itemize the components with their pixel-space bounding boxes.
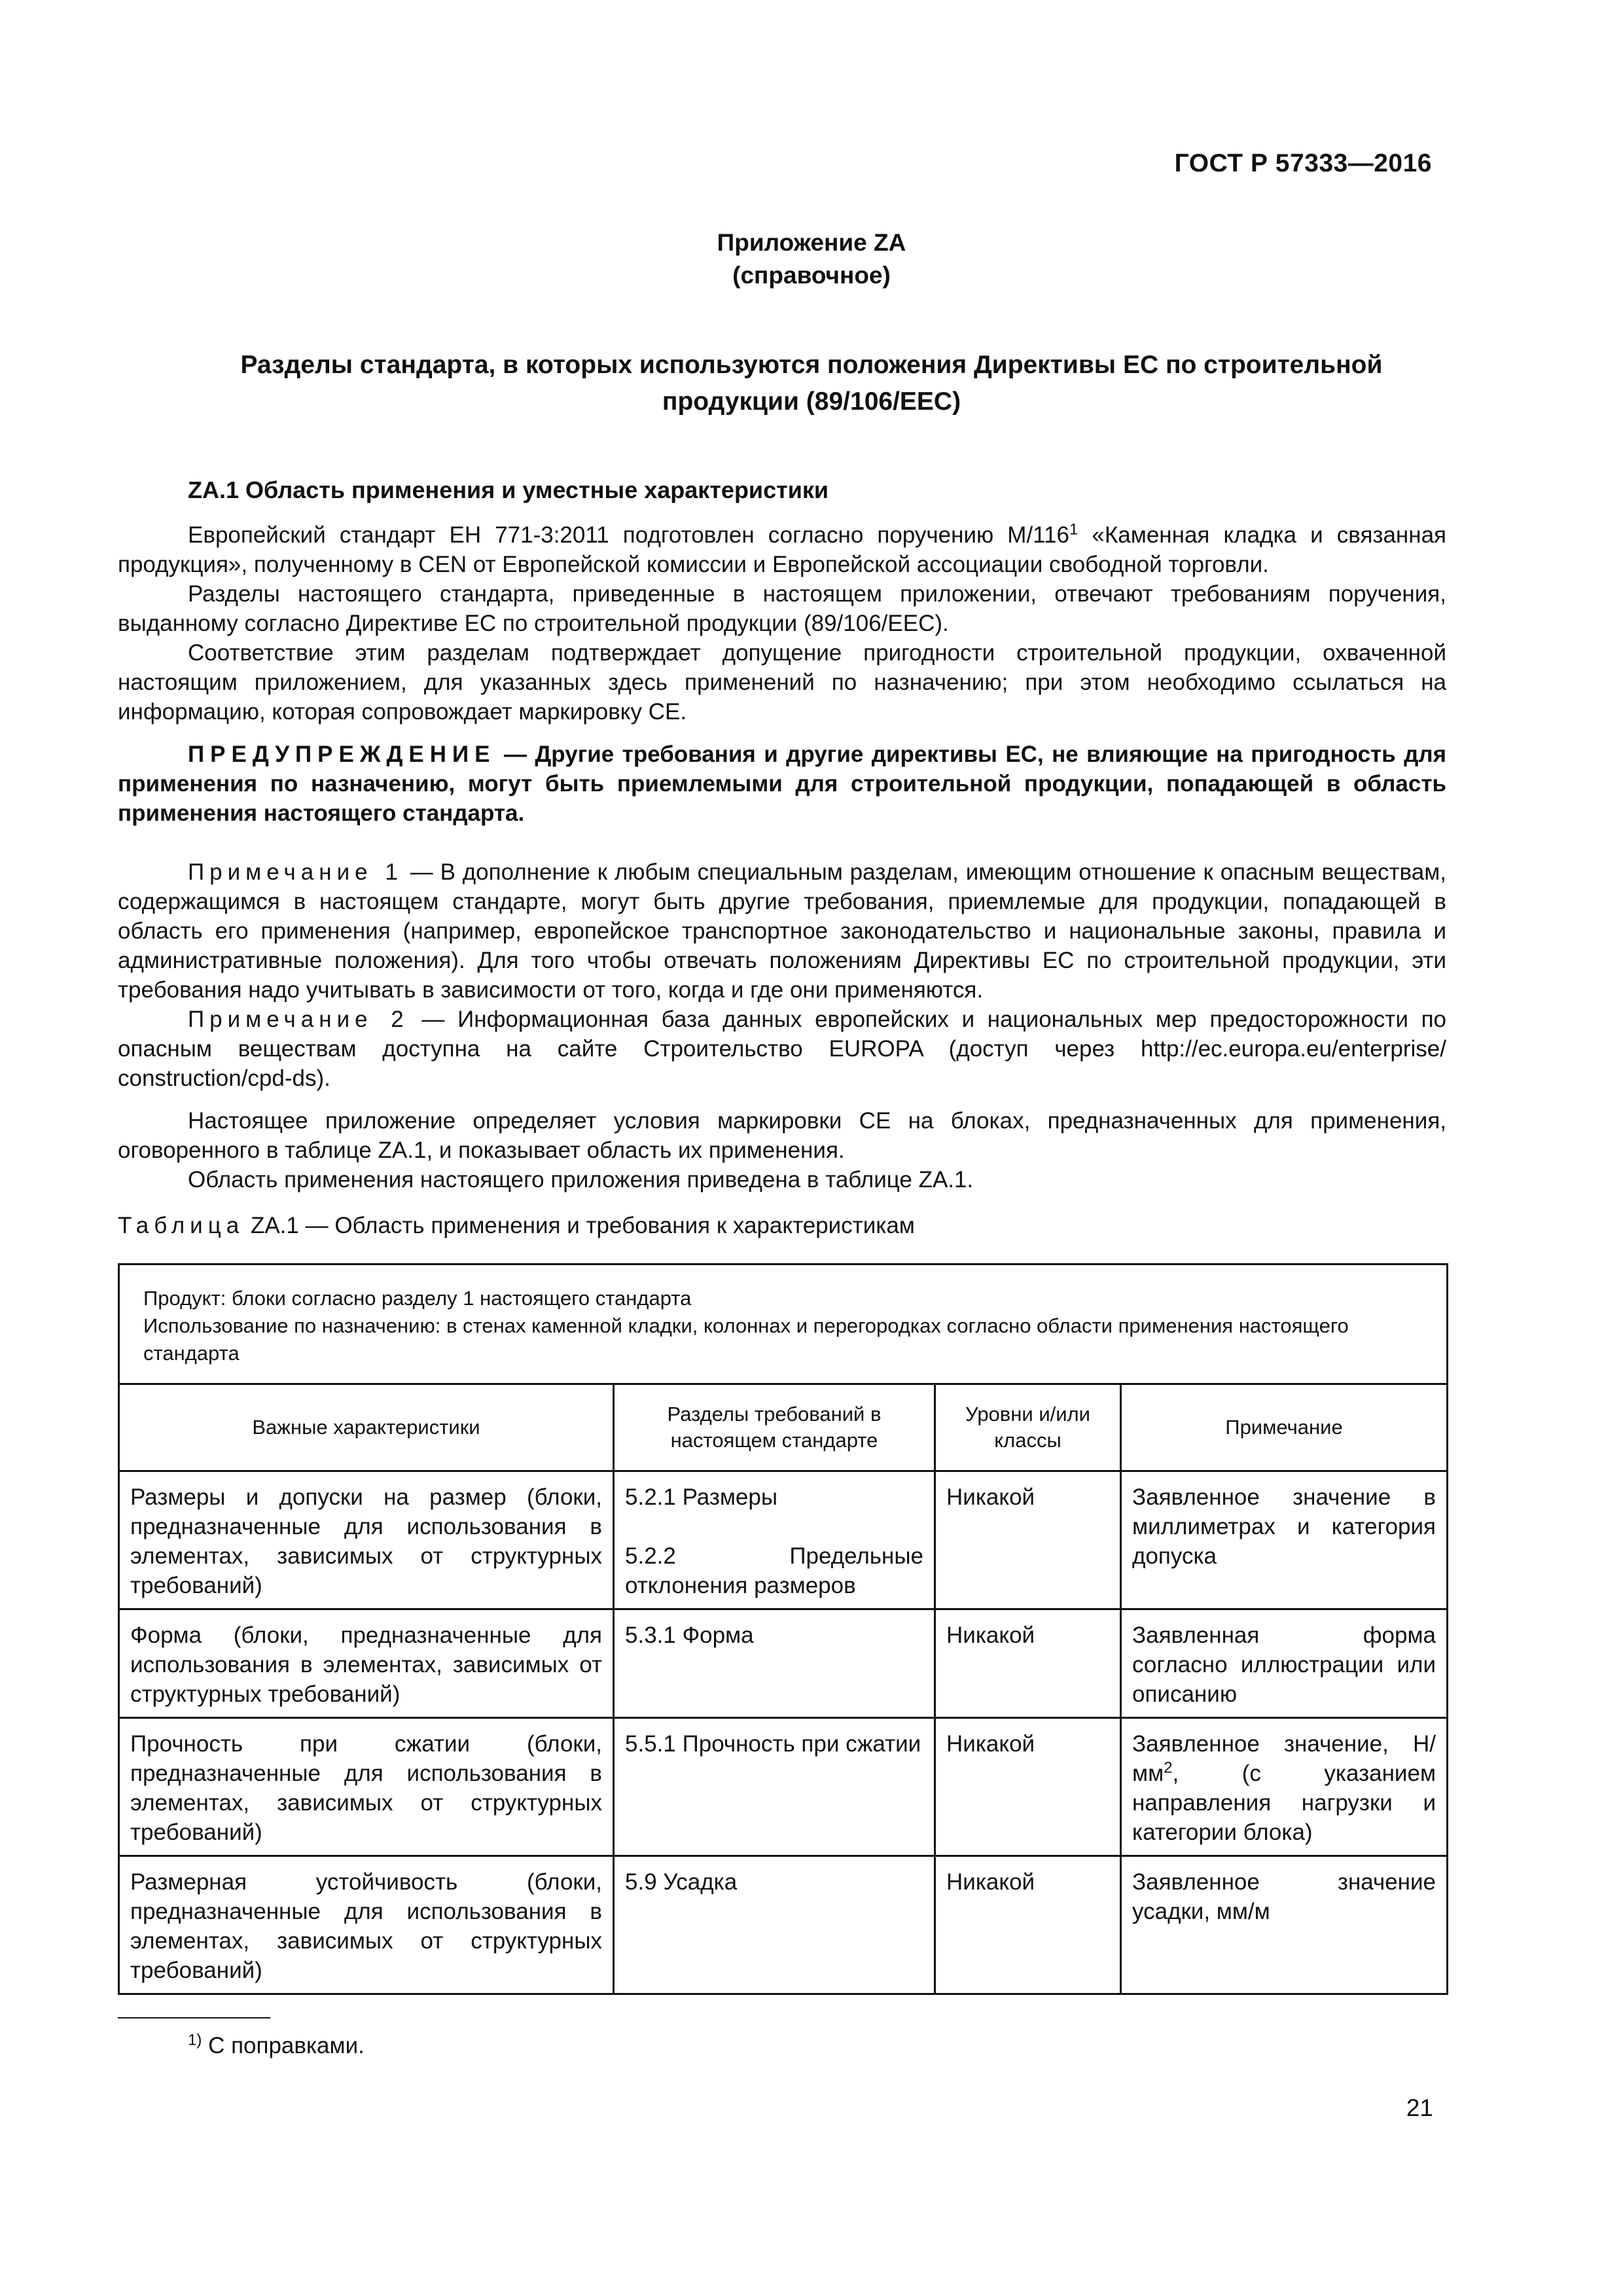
document-title-line1: Разделы стандарта, в которых используются положения Директивы ЕС по строительной [240, 351, 1383, 379]
table-cell: Никакой [935, 1718, 1121, 1856]
column-header: Примечание [1121, 1384, 1448, 1471]
table-cell: Форма (блоки, предназначенные для использования в элементах, зависимых от структурных требований) [119, 1609, 614, 1718]
scope-intended-use: Использование по назначению: в стенах каменной кладки, колоннах и перегородках согласно области применения настоящего стандарта [143, 1314, 1349, 1365]
table-cell: Размеры и допуски на размер (блоки, предназначенные для использования в элементах, зависимых от структурных требований) [119, 1471, 614, 1609]
note-1: Примечание 1 — В дополнение к любым специальным разделам, имеющим отношение к опасным веществам, содержащимся в настоящем стандарте, могут быть другие требования, приемлемые для продукции, попадающей в область его применения (например, европейское транспортное законодательство и национальные законы, правила и административные положения). Для того чтобы отвечать положениям Директивы ЕС по строительной продукции, эти требования надо учитывать в зависимости от того, когда и где они применяются. [118, 859, 1446, 1003]
document-title [151, 347, 1472, 420]
table-row [119, 1856, 1448, 1994]
appendix-title: Приложение ZA [717, 229, 906, 256]
note-2: Примечание 2 — Информационная база данных европейских и национальных мер предосторожности по опасным веществам доступна на сайте Строительство EUROPA (доступ через http://ec.europa.eu/enterprise/ construction/cpd-ds). [118, 1007, 1446, 1091]
table-scope-row [119, 1265, 1448, 1384]
warning-paragraph [118, 740, 1446, 828]
table-scope-cell [119, 1265, 1448, 1384]
footnote-divider [118, 2017, 270, 2018]
table-caption-label: Таблица [118, 1213, 245, 1238]
note-2-label: Примечание 2 [188, 1007, 409, 1032]
table-cell: Заявленное значение, $Н/мм^2$, (с указанием направления нагрузки и категории блока) [1121, 1718, 1448, 1856]
footnote-reference: 1 [1069, 520, 1079, 539]
table-cell: 5.5.1 Прочность при сжатии [614, 1718, 935, 1856]
table-cell: 5.3.1 Форма [614, 1609, 935, 1718]
intro-paragraph-2: Разделы настоящего стандарта, приведенные в настоящем приложении, отвечают требованиям поручения, выданному согласно Директиве ЕС по строительной продукции (89/106/EEC). [118, 581, 1446, 636]
table-header-row [119, 1384, 1448, 1471]
table-row [119, 1609, 1448, 1718]
warning-label: ПРЕДУПРЕЖДЕНИЕ [188, 742, 496, 767]
table-cell: Заявленная форма согласно иллюстрации или описанию [1121, 1609, 1448, 1718]
body-paragraph-2: Область применения настоящего приложения приведена в таблице ZA.1. [188, 1167, 974, 1193]
body-text [118, 1106, 1446, 1194]
intro-text [118, 520, 1446, 726]
body-paragraph-1: Настоящее приложение определяет условия маркировки СЕ на блоках, предназначенных для применения, оговоренного в таблице ZA.1, и показывает область их применения. [118, 1108, 1446, 1163]
scope-product: Продукт: блоки согласно разделу 1 настоящего стандарта [143, 1287, 692, 1310]
table-cell: Никакой [935, 1609, 1121, 1718]
table-row [119, 1718, 1448, 1856]
footnote: $^{1)}$ С поправками. [188, 2031, 365, 2058]
table-cell: Никакой [935, 1856, 1121, 1994]
intro-paragraph-1: Европейский стандарт ЕН 771-3:2011 подготовлен согласно поручению $М/116^1$ «Каменная кладка и связанная продукция», полученному в CEN от Европейской комиссии и Европейской ассоциации свободной торговли. [118, 520, 1446, 577]
column-header: Разделы требований в настоящем стандарте [614, 1384, 935, 1471]
column-header: Важные характеристики [119, 1384, 614, 1471]
table-cell: Размерная устойчивость (блоки, предназначенные для использования в элементах, зависимых от структурных требований) [119, 1856, 614, 1994]
table-caption: Таблица ZA.1 — Область применения и требования к характеристикам [118, 1213, 915, 1238]
table-cell: Прочность при сжатии (блоки, предназначенные для использования в элементах, зависимых от структурных требований) [119, 1718, 614, 1856]
footnote-marker: 1) [188, 2031, 202, 2049]
table-cell: 5.2.1 Размеры 5.2.2 Предельные отклонения размеров [614, 1471, 935, 1609]
column-header: Уровни и/или классы [935, 1384, 1121, 1471]
table-cell: Никакой [935, 1471, 1121, 1609]
intro-paragraph-3: Соответствие этим разделам подтверждает допущение пригодности строительной продукции, охваченной настоящим приложением, для указанных здесь применений по назначению; при этом необходимо ссылаться на информацию, которая сопровождает маркировку СЕ. [118, 640, 1446, 725]
document-code: ГОСТ Р 57333—2016 [1174, 149, 1432, 177]
table-cell: Заявленное значение усадки, мм/м [1121, 1856, 1448, 1994]
requirements-table [118, 1263, 1448, 1995]
notes-block [118, 857, 1446, 1093]
table-row [119, 1471, 1448, 1609]
section-heading: ZA.1 Область применения и уместные характеристики [188, 476, 829, 503]
page-number: 21 [1406, 2094, 1433, 2121]
table-cell: 5.9 Усадка [614, 1856, 935, 1994]
appendix-subtitle: (справочное) [732, 262, 891, 289]
note-1-label: Примечание 1 [188, 859, 403, 885]
document-title-line2: продукции (89/106/EEC) [662, 387, 961, 416]
table-cell: Заявленное значение в миллиметрах и категория допуска [1121, 1471, 1448, 1609]
warning-text: — Другие требования и другие директивы ЕС, не влияющие на пригодность для применения по назначению, могут быть приемлемыми для строительной продукции, попадающей в область применения настоящего стандарта. [118, 742, 1446, 826]
